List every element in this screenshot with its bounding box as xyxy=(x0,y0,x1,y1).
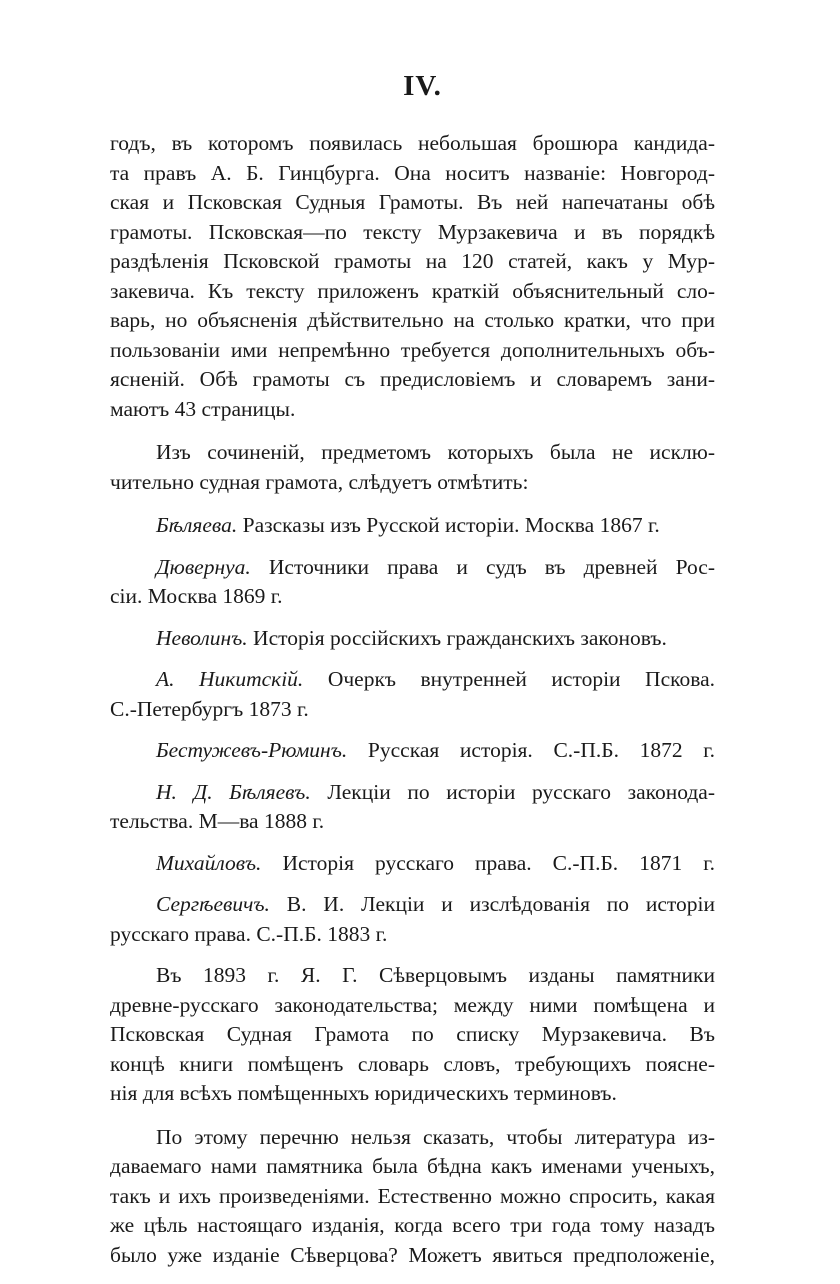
text-line: было уже изданіе Сѣверцова? Можетъ явиться предположеніе, xyxy=(110,1242,715,1267)
bib-author: А. Никитскій. xyxy=(156,667,304,691)
bib-text: Очеркъ внутренней исторіи Пскова. xyxy=(327,667,715,691)
bib-line xyxy=(110,511,715,541)
conclusion-paragraph xyxy=(110,1123,715,1271)
bib-text: В. И. Лекціи и изслѣдованія по исторіи xyxy=(286,892,716,916)
bibliography-entry xyxy=(110,849,715,879)
text-line: По этому перечню нельзя сказать, чтобы литература из- xyxy=(156,1124,715,1149)
text-line: варь, но объясненія дѣйствительно на столько кратки, что при xyxy=(110,308,715,332)
bib-author: Сергѣевичъ. xyxy=(156,892,270,916)
text-line: же цѣль настоящаго изданія, когда всего три года тому назадъ xyxy=(110,1213,715,1237)
bib-text: Исторія россійскихъ гражданскихъ законовъ. xyxy=(253,625,667,650)
intro-paragraph xyxy=(110,129,715,424)
text-line: ская и Псковская Судныя Грамоты. Въ ней напечатаны обѣ xyxy=(110,190,715,214)
bib-author: Бестужевъ-Рюминъ. xyxy=(156,738,348,762)
sources-intro-paragraph xyxy=(110,438,715,497)
bib-text: Лекціи по исторіи русскаго законода- xyxy=(327,779,715,804)
text-line: Изъ сочиненій, предметомъ которыхъ была не исклю- xyxy=(156,440,715,464)
text-line: годъ, въ которомъ появилась небольшая брошюра кандида- xyxy=(110,131,715,155)
bibliography-entry xyxy=(110,553,715,612)
page-number: IV. xyxy=(403,70,442,102)
text-line: маютъ 43 страницы. xyxy=(110,396,296,421)
bib-line xyxy=(110,778,715,808)
bib-text: Русская исторія. С.-П.Б. 1872 г. xyxy=(367,738,716,762)
bib-line xyxy=(110,624,715,654)
bib-author: Неволинъ. xyxy=(156,625,248,650)
bib-line xyxy=(110,890,715,920)
bib-line: русскаго права. С.-П.Б. 1883 г. xyxy=(110,921,388,946)
text-line: такъ и ихъ произведеніями. Естественно можно спросить, какая xyxy=(110,1183,715,1208)
bibliography-entry xyxy=(110,736,715,766)
bibliography-entry xyxy=(110,890,715,949)
bib-line xyxy=(110,849,715,879)
bibliography-entry xyxy=(110,511,715,541)
text-line: ясненій. Обѣ грамоты съ предисловіемъ и словаремъ зани- xyxy=(110,367,715,391)
bibliography-entry xyxy=(110,665,715,724)
bib-line: сіи. Москва 1869 г. xyxy=(110,584,283,608)
bib-text: Источники права и судъ въ древней Рос- xyxy=(268,554,715,579)
bib-author: Михайловъ. xyxy=(156,850,262,875)
text-line: пользованіи ими непремѣнно требуется дополнительныхъ объ- xyxy=(110,337,715,362)
bib-author: Бѣляева. xyxy=(156,513,238,537)
text-line: даваемаго нами памятника была бѣдна какъ именами ученыхъ, xyxy=(110,1154,715,1178)
text-line: нія для всѣхъ помѣщенныхъ юридическихъ терминовъ. xyxy=(110,1081,617,1105)
bib-line xyxy=(110,736,715,766)
bib-line: тельства. М—ва 1888 г. xyxy=(110,809,325,833)
text-line: Въ 1893 г. Я. Г. Сѣверцовымъ изданы памятники xyxy=(156,963,715,987)
text-line: древне-русскаго законодательства; между ними помѣщена и xyxy=(110,992,715,1017)
bib-text: Разсказы изъ Русской исторіи. Москва 1867 г. xyxy=(242,513,660,537)
bib-line xyxy=(110,665,715,695)
bibliography-entry xyxy=(110,778,715,837)
bibliography-entry xyxy=(110,624,715,654)
bib-text: Исторія русскаго права. С.-П.Б. 1871 г. xyxy=(282,850,715,875)
text-line: Псковская Судная Грамота по списку Мурзакевича. Въ xyxy=(110,1022,715,1046)
bib-author: Дювернуа. xyxy=(156,554,251,579)
text-line: закевича. Къ тексту приложенъ краткій объяснительный сло- xyxy=(110,278,715,303)
bib-author: Н. Д. Бѣляевъ. xyxy=(156,779,311,804)
text-line: та правъ А. Б. Гинцбурга. Она носитъ названіе: Новгород- xyxy=(110,160,715,185)
book-page xyxy=(110,70,715,1284)
severtsov-paragraph xyxy=(110,961,715,1109)
bib-line: С.-Петербургъ 1873 г. xyxy=(110,696,309,721)
bib-line xyxy=(110,553,715,583)
text-line: раздѣленія Псковской грамоты на 120 статей, какъ у Мур- xyxy=(110,249,715,273)
text-line: концѣ книги помѣщенъ словарь словъ, требующихъ поясне- xyxy=(110,1051,715,1076)
text-line: чительно судная грамота, слѣдуетъ отмѣтить: xyxy=(110,469,529,494)
text-line: грамоты. Псковская—по тексту Мурзакевича и въ порядкѣ xyxy=(110,219,715,244)
